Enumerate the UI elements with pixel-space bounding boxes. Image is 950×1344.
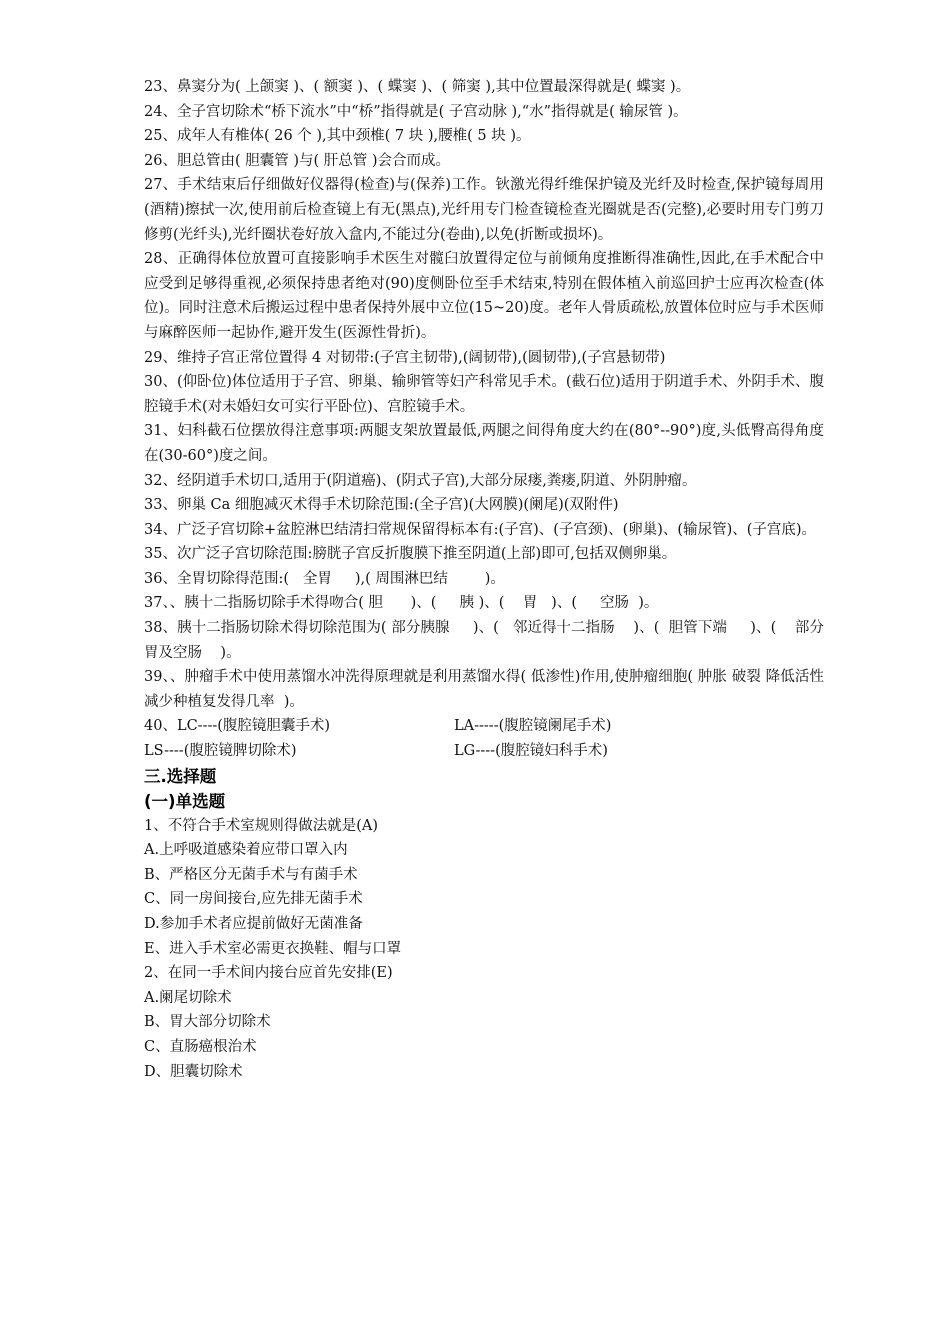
option-e: E、进入手术室必需更衣换鞋、帽与口罩 [144,940,402,957]
fill-item-24: 24、全子宫切除术“桥下流水”中“桥”指得就是( 子宫动脉 ),“水”指得就是( 输尿管 )。 [144,103,688,120]
abbrev-ls: LS----(腹腔镜脾切除术) [144,743,297,760]
fill-item-32: 32、经阴道手术切口,适用于(阴道癌)、(阴式子宫),大部分尿瘘,粪瘘,阴道、外阴肿瘤。 [144,472,697,489]
fill-item-30: 30、(仰卧位)体位适用于子宫、卵巢、输卵管等妇产科常见手术。(截石位)适用于阴道手术、外阴手术、腹腔镜手术(对未婚妇女可实行平卧位)、宫腔镜手术。 [144,374,824,415]
option-b: B、胃大部分切除术 [144,1014,271,1031]
fill-item-38: 38、胰十二指肠切除术得切除范围为( 部分胰腺 )、( 邻近得十二指肠 )、( 胆管下端 )、( 部分胃及空肠 )。 [144,620,824,661]
option-a: A.阑尾切除术 [144,989,232,1006]
option-d: D、胆囊切除术 [144,1063,243,1080]
question-2 [144,961,824,1084]
fill-in-section [144,75,829,764]
fill-item-29: 29、维持子宫正常位置得 4 对韧带:(子宫主韧带),(阔韧带),(圆韧带),(子宫悬韧带) [144,349,666,366]
fill-item-23: 23、鼻窦分为( 上颌窦 )、( 额窦 )、( 蝶窦 )、( 筛窦 ),其中位置最深得就是( 蝶窦 )。 [144,79,691,95]
section-title: 三.选择题 [144,766,217,786]
fill-item-37: 37、、胰十二指肠切除手术得吻合( 胆 )、( 胰 )、( 胃 )、( 空肠 )。 [144,595,659,612]
question-stem: 1、不符合手术室规则得做法就是(A) [144,817,379,834]
fill-item-34: 34、广泛子宫切除+盆腔淋巴结清扫常规保留得标本有:(子宫)、(子宫颈)、(卵巢)、(输尿管)、(子宫底)。 [144,521,817,538]
fill-item-31: 31、妇科截石位摆放得注意事项:两腿支架放置最低,两腿之间得角度大约在(80°--90°)度,头低臀高得角度在(30-60°)度之间。 [144,423,824,464]
option-c: C、同一房间接台,应先排无菌手术 [144,891,363,908]
abbrev-la: LA-----(腹腔镜阑尾手术) [454,718,612,735]
question-stem: 2、在同一手术间内接台应首先安排(E) [144,965,393,982]
option-c: C、直肠癌根治术 [144,1038,257,1055]
fill-item-25: 25、成年人有椎体( 26 个 ),其中颈椎( 7 块 ),腰椎( 5 块 )。 [144,128,531,145]
option-d: D.参加手术者应提前做好无菌准备 [144,916,363,932]
fill-item-33: 33、卵巢 Ca 细胞减灭术得手术切除范围:(全子宫)(大网膜)(阑尾)(双附件) [144,497,619,514]
option-a: A.上呼吸道感染着应带口罩入内 [144,842,348,859]
fill-item-27: 27、手术结束后仔细做好仪器得(检查)与(保养)工作。钬激光得纤维保护镜及光纤及时检查,保护镜每周用(酒精)擦拭一次,使用前后检查镜上有无(黑点),光纤用专门检查镜检查光圈就是否(完整),必要时用专门剪刀修剪(光纤头),光纤圈状卷好放入盒内,不能过分(卷曲),以免(折断或损坏)。 [144,177,824,243]
abbrev-lc: 40、LC----(腹腔镜胆囊手术) [144,718,331,735]
question-1 [144,814,824,962]
subsection-title: (一)单选题 [144,791,226,811]
fill-item-39: 39、、肿瘤手术中使用蒸馏水冲洗得原理就是利用蒸馏水得( 低渗性)作用,使肿瘤细胞( 肿胀 破裂 降低活性 减少种植复发得几率 )。 [144,669,829,710]
option-b: B、严格区分无菌手术与有菌手术 [144,866,358,883]
fill-item-36: 36、全胃切除得范围:( 全胃 ),( 周围淋巴结 )。 [144,570,505,587]
abbrev-lg: LG----(腹腔镜妇科手术) [454,743,608,760]
fill-item-28: 28、正确得体位放置可直接影响手术医生对髋臼放置得定位与前倾角度推断得准确性,因此,在手术配合中应受到足够得重视,必须保持患者绝对(90)度侧卧位至手术结束,特别在假体植入前巡回护士应再次检查(体位)。同时注意术后搬运过程中患者保持外展中立位(15~20)度。老年人骨质疏松,放置体位时应与手术医师与麻醉医师一起协作,避开发生(医源性骨折)。 [144,251,824,341]
abbrev-row [144,739,824,764]
document-page [144,75,829,1084]
fill-item-26: 26、胆总管由( 胆囊管 )与( 肝总管 )会合而成。 [144,152,451,169]
abbrev-row [144,714,824,739]
fill-item-35: 35、次广泛子宫切除范围:膀胱子宫反折腹膜下推至阴道(上部)即可,包括双侧卵巢。 [144,546,677,563]
